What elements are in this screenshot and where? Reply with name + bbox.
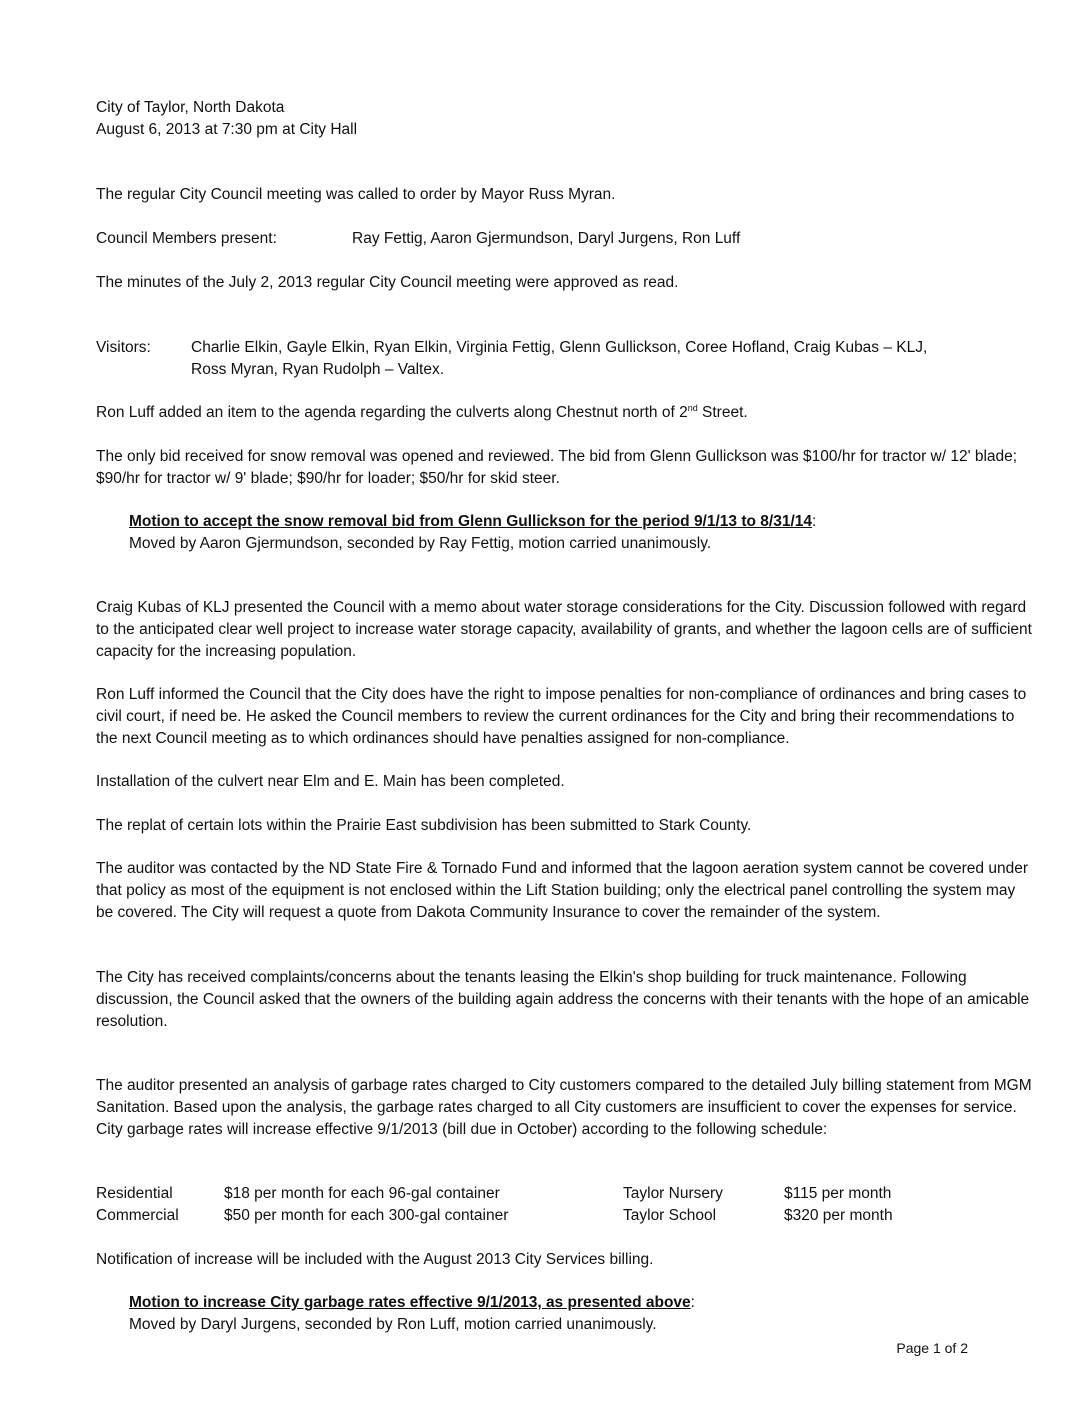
meeting-date: August 6, 2013 at 7:30 pm at City Hall bbox=[96, 121, 358, 138]
snow-removal-bid: The only bid received for snow removal was opened and reviewed. The bid from Glenn Gullickson was $100/hr for tractor w/ 12' blade; $90/hr for tractor w/ 9' blade; $90/hr for loader; $50/hr for skid steer. bbox=[96, 448, 1018, 487]
culvert-paragraph: Installation of the culvert near Elm and E. Main has been completed. bbox=[96, 773, 565, 790]
city-title: City of Taylor, North Dakota bbox=[96, 99, 285, 116]
visitors-line-2: Ross Myran, Ryan Rudolph – Valtex. bbox=[191, 361, 444, 378]
visitors-line-1: Charlie Elkin, Gayle Elkin, Ryan Elkin, Virginia Fettig, Glenn Gullickson, Coree Hofland, Craig Kubas – KLJ, bbox=[191, 339, 928, 356]
rate-description: $18 per month for each 96-gal container bbox=[224, 1185, 500, 1202]
motion-1: Motion to accept the snow removal bid from Glenn Gullickson for the period 9/1/13 to 8/31/14: bbox=[129, 513, 817, 530]
rate-description: $50 per month for each 300-gal container bbox=[224, 1207, 509, 1224]
motion-1-body: Moved by Aaron Gjermundson, seconded by Ray Fettig, motion carried unanimously. bbox=[129, 535, 712, 552]
visitors-label: Visitors: bbox=[96, 339, 151, 356]
agenda-text: Ron Luff added an item to the agenda regarding the culverts along Chestnut north of 2 bbox=[96, 404, 688, 421]
motion-1-title: Motion to accept the snow removal bid from Glenn Gullickson for the period 9/1/13 to 8/31/14 bbox=[129, 513, 812, 530]
motion-2: Motion to increase City garbage rates effective 9/1/2013, as presented above: bbox=[129, 1294, 695, 1311]
motion-2-title: Motion to increase City garbage rates effective 9/1/2013, as presented above bbox=[129, 1294, 691, 1311]
visitors-row bbox=[96, 337, 1036, 381]
notification-paragraph: Notification of increase will be included with the August 2013 City Services billing. bbox=[96, 1251, 654, 1268]
rate-type: Residential bbox=[96, 1185, 173, 1202]
council-members: Ray Fettig, Aaron Gjermundson, Daryl Jurgens, Ron Luff bbox=[352, 230, 741, 247]
page-number: Page 1 of 2 bbox=[896, 1340, 968, 1356]
rate-row bbox=[96, 1205, 1036, 1227]
water-storage-paragraph: Craig Kubas of KLJ presented the Council with a memo about water storage considerations for the City. Discussion followed with regard to the anticipated clear well project to increase water storage capacity, availability of grants, and whether the lagoon cells are of sufficient capacity for the increasing population. bbox=[96, 599, 1032, 660]
agenda-superscript: nd bbox=[687, 402, 698, 413]
rate-customer: Taylor School bbox=[623, 1207, 717, 1224]
complaints-paragraph: The City has received complaints/concerns about the tenants leasing the Elkin's shop building for truck maintenance. Following discussion, the Council asked that the owners of the building again address the concerns with their tenants with the hope of an amicable resolution. bbox=[96, 969, 1030, 1030]
council-label: Council Members present: bbox=[96, 230, 277, 247]
penalties-paragraph: Ron Luff informed the Council that the City does have the right to impose penalties for non-compliance of ordinances and bring cases to civil court, if need be. He asked the Council members to review the current ordinances for the City and bring their recommendations to the next Council meeting as to which ordinances should have penalties assigned for non-compliance. bbox=[96, 686, 1027, 747]
rate-amount: $320 per month bbox=[784, 1207, 893, 1224]
rate-customer: Taylor Nursery bbox=[623, 1185, 723, 1202]
insurance-paragraph: The auditor was contacted by the ND State Fire & Tornado Fund and informed that the lagoon aeration system cannot be covered under that policy as most of the equipment is not enclosed within the Lift Station building; only the electrical panel controlling the system may be covered. The City will request a quote from Dakota Community Insurance to cover the remainder of the system. bbox=[96, 860, 1028, 921]
motion-2-body: Moved by Daryl Jurgens, seconded by Ron Luff, motion carried unanimously. bbox=[129, 1316, 657, 1333]
rate-type: Commercial bbox=[96, 1207, 179, 1224]
agenda-item bbox=[96, 402, 1036, 424]
agenda-tail: Street. bbox=[697, 404, 748, 421]
rate-amount: $115 per month bbox=[784, 1185, 892, 1202]
garbage-paragraph: The auditor presented an analysis of garbage rates charged to City customers compared to the detailed July billing statement from MGM Sanitation. Based upon the analysis, the garbage rates charged to all City customers are insufficient to cover the expenses for service. City garbage rates will increase effective 9/1/2013 (bill due in October) according to the following schedule: bbox=[96, 1077, 1032, 1138]
minutes-approval: The minutes of the July 2, 2013 regular City Council meeting were approved as read. bbox=[96, 274, 679, 291]
council-members-row bbox=[96, 228, 1036, 250]
rate-row bbox=[96, 1183, 1036, 1205]
replat-paragraph: The replat of certain lots within the Prairie East subdivision has been submitted to Stark County. bbox=[96, 817, 752, 834]
call-to-order: The regular City Council meeting was called to order by Mayor Russ Myran. bbox=[96, 186, 616, 203]
